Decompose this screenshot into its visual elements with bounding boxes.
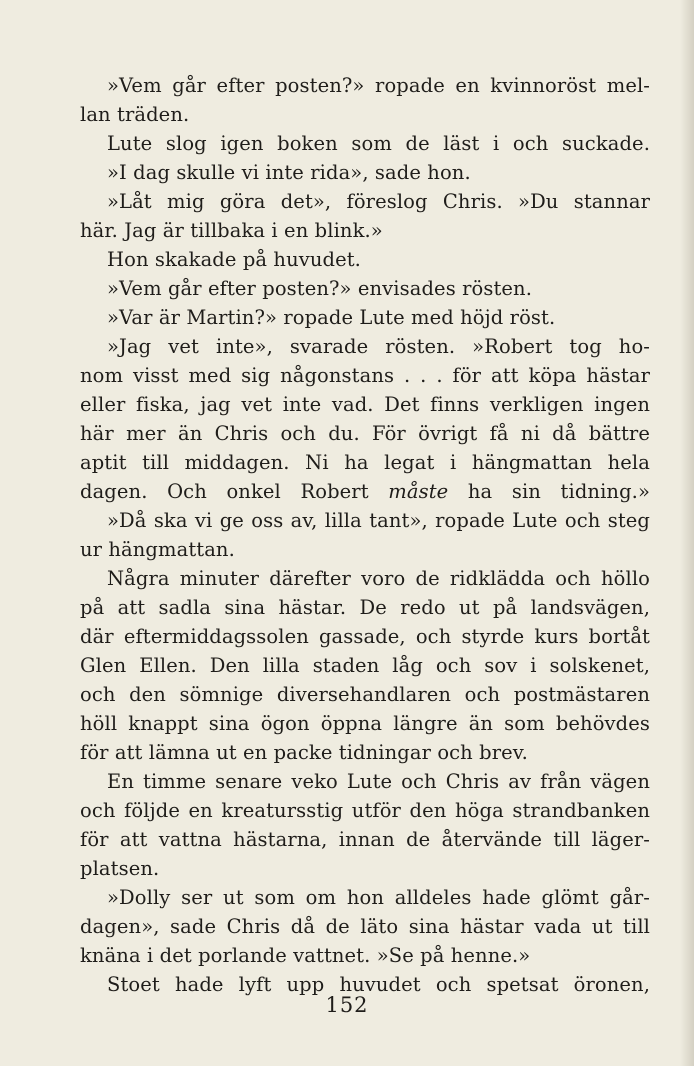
text-line: »Låt mig göra det», föreslog Chris. »Du stannar (107, 190, 650, 213)
text-line: »Vem går efter posten?» envisades rösten. (107, 277, 532, 300)
text-line: »I dag skulle vi inte rida», sade hon. (107, 161, 471, 184)
text-line: eller fiska, jag vet inte vad. Det finns verkligen ingen (80, 393, 650, 416)
text-line: En timme senare veko Lute och Chris av från vägen (107, 770, 650, 793)
text-line: på att sadla sina hästar. De redo ut på landsvägen, (80, 596, 650, 619)
text-line: »Då ska vi ge oss av, lilla tant», ropade Lute och steg (107, 509, 650, 532)
text-line: nom visst med sig någonstans . . . för att köpa hästar (80, 364, 650, 387)
text-line: Hon skakade på huvudet. (107, 248, 361, 271)
text-line: Stoet hade lyft upp huvudet och spetsat öronen, (107, 973, 650, 996)
text-line: här mer än Chris och du. För övrigt få ni då bättre (80, 422, 650, 445)
book-page-text (80, 71, 650, 999)
text-line: »Jag vet inte», svarade rösten. »Robert tog ho- (107, 335, 650, 358)
text-line: höll knappt sina ögon öppna längre än som behövdes (80, 712, 650, 735)
text-line: och den sömnige diversehandlaren och postmästaren (80, 683, 650, 706)
text-line: platsen. (80, 857, 160, 880)
text-line: lan träden. (80, 103, 190, 126)
text-line: »Var är Martin?» ropade Lute med höjd röst. (107, 306, 556, 329)
text-line: »Vem går efter posten?» ropade en kvinnoröst mel- (107, 74, 650, 97)
text-line: för att lämna ut en packe tidningar och brev. (80, 741, 528, 764)
emphasized-word: måste (388, 480, 449, 503)
text-line: Några minuter därefter voro de ridklädda och höllo (107, 567, 650, 590)
text-line: här. Jag är tillbaka i en blink.» (80, 219, 383, 242)
text-segment: ha sin tidning.» (467, 480, 650, 503)
text-line-with-emphasis (80, 477, 650, 506)
page-number: 152 (325, 993, 369, 1017)
text-line: dagen», sade Chris då de läto sina hästar vada ut till (80, 915, 650, 938)
text-line: »Dolly ser ut som om hon alldeles hade glömt går- (107, 886, 650, 909)
page-edge-shadow (680, 0, 694, 1066)
text-line: där eftermiddagssolen gassade, och styrde kurs bortåt (80, 625, 650, 648)
text-segment: dagen. Och onkel Robert (80, 480, 369, 503)
text-line: Lute slog igen boken som de läst i och suckade. (107, 132, 650, 155)
text-line: och följde en kreatursstig utför den höga strandbanken (80, 799, 650, 822)
text-line: ur hängmattan. (80, 538, 235, 561)
text-line: Glen Ellen. Den lilla staden låg och sov i solskenet, (80, 654, 650, 677)
text-line: för att vattna hästarna, innan de återvände till läger- (80, 828, 650, 851)
text-line: aptit till middagen. Ni ha legat i hängmattan hela (80, 451, 650, 474)
text-line: knäna i det porlande vattnet. »Se på henne.» (80, 944, 531, 967)
